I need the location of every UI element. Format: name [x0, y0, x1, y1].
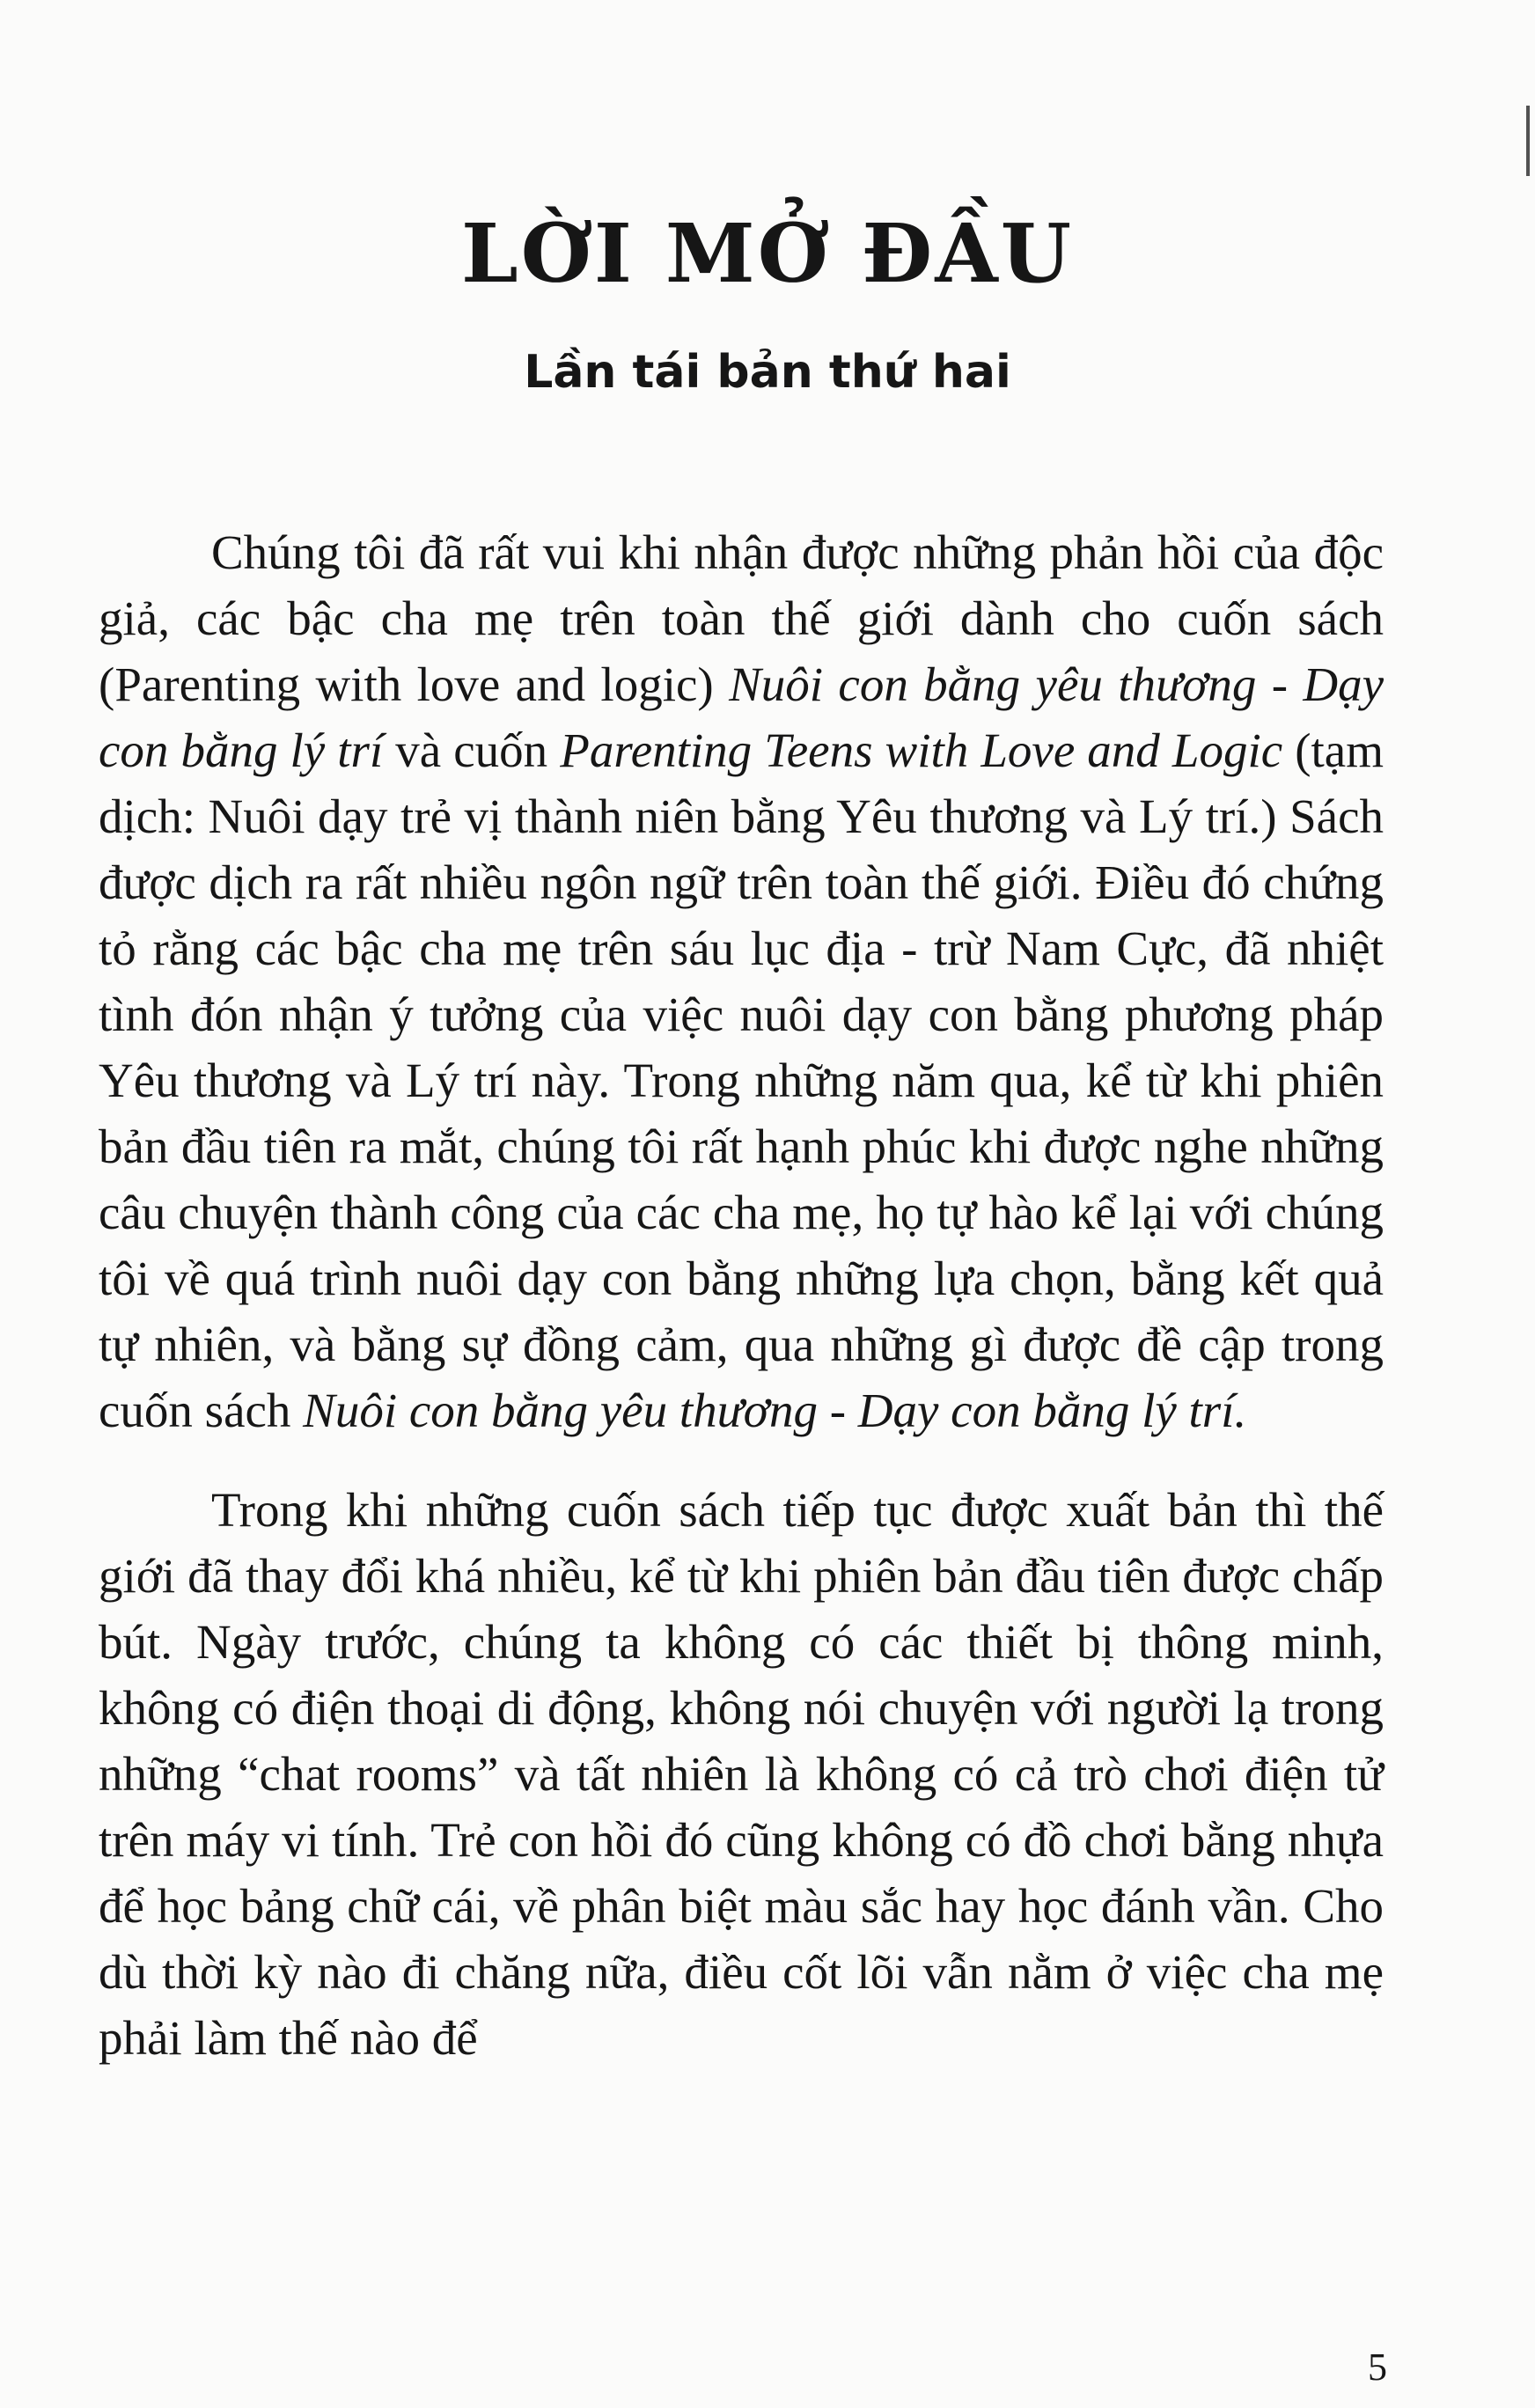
- page-number: 5: [1368, 2346, 1387, 2389]
- paragraph-1-text-c: (tạm dịch: Nuôi dạy trẻ vị thành niên bằng Yêu thương và Lý trí.) Sách được dịch ra rất nhiều ngôn ngữ trên toàn thế giới. Điều đó chứng tỏ rằng các bậc cha mẹ trên sáu lục địa - trừ Nam Cực, đã nhiệt tình đón nhận ý tưởng của việc nuôi dạy con bằng phương pháp Yêu thương và Lý trí này. Trong những năm qua, kể từ khi phiên bản đầu tiên ra mắt, chúng tôi rất hạnh phúc khi được nghe những câu chuyện thành công của các cha mẹ, họ tự hào kể lại với chúng tôi về quá trình nuôi dạy con bằng những lựa chọn, bằng kết quả tự nhiên, và bằng sự đồng cảm, qua những gì được đề cập trong cuốn sách: [99, 723, 1384, 1437]
- paragraph-1: [99, 519, 1384, 1443]
- book-title-italic-2: Parenting Teens with Love and Logic: [560, 723, 1283, 777]
- chapter-subtitle: Lần tái bản thứ hai: [524, 346, 1011, 399]
- chapter-title: LỜI MỞ ĐẦU: [461, 206, 1074, 301]
- book-title-italic-3: Nuôi con bằng yêu thương - Dạy con bằng lý trí.: [303, 1384, 1247, 1437]
- book-title-italic-1: Nuôi con bằng yêu thương - Dạy con bằng lý trí: [99, 657, 1384, 777]
- page-edge-shadow: [1526, 106, 1530, 176]
- paragraph-1-text-a: Chúng tôi đã rất vui khi nhận được những phản hồi của độc giả, các bậc cha mẹ trên toàn thế giới dành cho cuốn sách (Parenting with love and logic): [99, 525, 1384, 711]
- body-text: [99, 519, 1384, 2104]
- paragraph-1-text-b: và cuốn: [383, 723, 561, 777]
- paragraph-2: Trong khi những cuốn sách tiếp tục được xuất bản thì thế giới đã thay đổi khá nhiều, kể từ khi phiên bản đầu tiên được chấp bút. Ngày trước, chúng ta không có các thiết bị thông minh, không có điện thoại di động, không nói chuyện với người lạ trong những “chat rooms” và tất nhiên là không có cả trò chơi điện tử trên máy vi tính. Trẻ con hồi đó cũng không có đồ chơi bằng nhựa để học bảng chữ cái, về phân biệt màu sắc hay học đánh vần. Cho dù thời kỳ nào đi chăng nữa, điều cốt lõi vẫn nằm ở việc cha mẹ phải làm thế nào để: [99, 1483, 1384, 2065]
